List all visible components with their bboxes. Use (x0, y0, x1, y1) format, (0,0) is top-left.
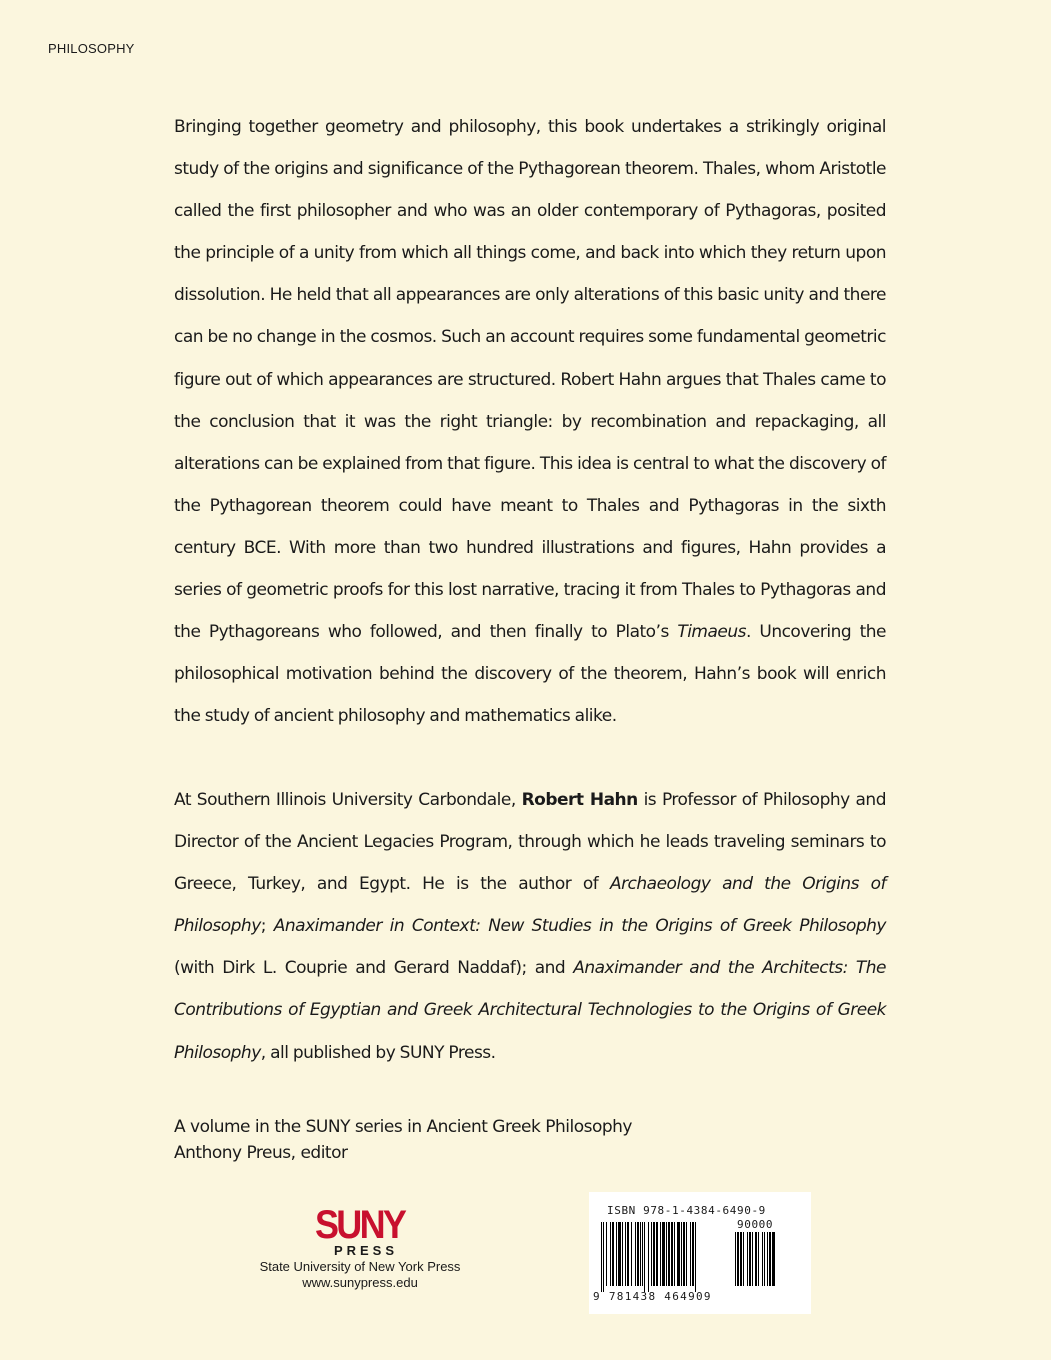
book-title-2: Anaximander in Context: New Studies in the Origins of Greek Philosophy (273, 916, 886, 937)
barcode-bar (610, 1222, 611, 1286)
bio-intro: At Southern Illinois University Carbondale, (174, 790, 522, 810)
barcode-bar (660, 1222, 661, 1286)
addon-barcode-bars (735, 1232, 799, 1292)
barcode-bar (616, 1222, 617, 1286)
barcode-bar (612, 1222, 614, 1286)
barcode-bar (627, 1222, 629, 1286)
barcode-bar (666, 1222, 667, 1286)
barcode-bar (683, 1222, 685, 1286)
barcode-bar (752, 1232, 753, 1286)
barcode-bar (606, 1222, 607, 1286)
barcode-bar (692, 1222, 694, 1286)
barcode-bar (681, 1222, 682, 1286)
book-title-1: Archaeology and the Origins of Philosophy (174, 874, 886, 937)
bio-role: is Professor of Philosophy and Director of the Ancient Legacies Program, through which he leads traveling seminars to Greece, Turkey, and Egypt. He is the author of (174, 790, 886, 895)
barcode-bar (651, 1222, 652, 1286)
barcode-bar (747, 1232, 748, 1286)
barcode-bar (662, 1222, 665, 1286)
author-name: Robert Hahn (521, 790, 638, 810)
barcode-bar (637, 1222, 639, 1286)
suny-logo-press: PRESS (333, 1243, 399, 1258)
book-title-3: Anaximander and the Architects: The Contributions of Egyptian and Greek Architectural Technologies to the Origins of Greek Philosophy (174, 958, 886, 1063)
price-code: 90000 (737, 1218, 774, 1231)
barcode-bar (690, 1222, 691, 1286)
series-editor: Anthony Preus, editor (174, 1143, 348, 1163)
ean-barcode-bars (601, 1222, 731, 1292)
barcode-bar (653, 1222, 655, 1286)
barcode-bar (603, 1222, 604, 1292)
category-label: PHILOSOPHY (48, 41, 135, 56)
suny-logo (240, 1203, 480, 1247)
barcode-bar (618, 1222, 621, 1286)
barcode-bar (625, 1222, 626, 1286)
barcode-bar (740, 1232, 742, 1286)
bio-separator: ; (260, 916, 274, 937)
barcode-bar (764, 1232, 765, 1286)
barcode-bar (749, 1232, 751, 1286)
barcode-bar (674, 1222, 675, 1286)
barcode-bar (767, 1232, 768, 1286)
barcode-bar (769, 1232, 771, 1286)
barcode-bar (677, 1222, 680, 1286)
isbn-text: ISBN 978-1-4384-6490-9 (607, 1204, 766, 1217)
barcode-bar (656, 1222, 658, 1286)
barcode-bar (758, 1232, 759, 1286)
description-text-end: . Uncovering the philosophical motivation behind the discovery of the theorem, Hahn’s book will enrich the study of ancient philosophy and mathematics alike. (174, 622, 886, 727)
barcode-bar (644, 1222, 645, 1292)
publisher-name: State University of New York Press (259, 1259, 461, 1274)
barcode-bar (772, 1232, 775, 1286)
barcode-bar (648, 1222, 649, 1292)
barcode-bar (631, 1222, 632, 1286)
publisher-url: www.sunypress.edu (302, 1275, 418, 1290)
barcode-bar (695, 1222, 696, 1292)
barcode-bar (668, 1222, 670, 1286)
bio-closing: , all published by SUNY Press. (260, 1042, 496, 1063)
publisher-block (240, 1203, 480, 1291)
barcode-bar (755, 1232, 757, 1286)
series-info (174, 1114, 886, 1166)
barcode-bar (601, 1222, 602, 1292)
barcode-bar (622, 1222, 623, 1286)
barcode-bar (642, 1222, 643, 1286)
barcode-bar (743, 1232, 744, 1286)
barcode-bar (635, 1222, 636, 1286)
barcode-bar (686, 1222, 687, 1286)
book-description (174, 106, 886, 737)
description-title-timaeus: Timaeus (677, 622, 746, 643)
suny-logo-text: SUNY (315, 1203, 405, 1247)
author-bio (174, 779, 886, 1074)
isbn-barcode (589, 1192, 811, 1314)
barcode-bar (735, 1232, 736, 1286)
barcode-bar (762, 1232, 763, 1286)
barcode-bar (640, 1222, 641, 1286)
barcode-bar (671, 1222, 673, 1286)
series-name: A volume in the SUNY series in Ancient Greek Philosophy (174, 1117, 632, 1137)
bio-coauthors: (with Dirk L. Couprie and Gerard Naddaf); and (174, 958, 574, 979)
barcode-bar (737, 1232, 739, 1286)
ean-digits: 9 781438 464909 (593, 1290, 712, 1303)
description-text: Bringing together geometry and philosophy, this book undertakes a strikingly original study of the origins and significance of the Pythagorean theorem. Thales, whom Aristotle called the first philosopher and who was an older contemporary of Pythagoras, posited the principle of a unity from which all things come, and back into which they return upon dissolution. He held that all appearances are only alterations of this basic unity and there can be no change in the cosmos. Such an account requires some fundamental geometric figure out of which appearances are structured. Robert Hahn argues that Thales came to the conclusion that it was the right triangle: by recombination and repackaging, all alterations can be explained from that figure. This idea is central to what the discovery of the Pythagorean theorem could have meant to Thales and Pythagoras in the sixth century BCE. With more than two hundred illustrations and figures, Hahn provides a series of geometric proofs for this lost narrative, tracing it from Thales to Pythagoras and the Pythagoreans who followed, and then finally to Plato’s (174, 117, 886, 643)
